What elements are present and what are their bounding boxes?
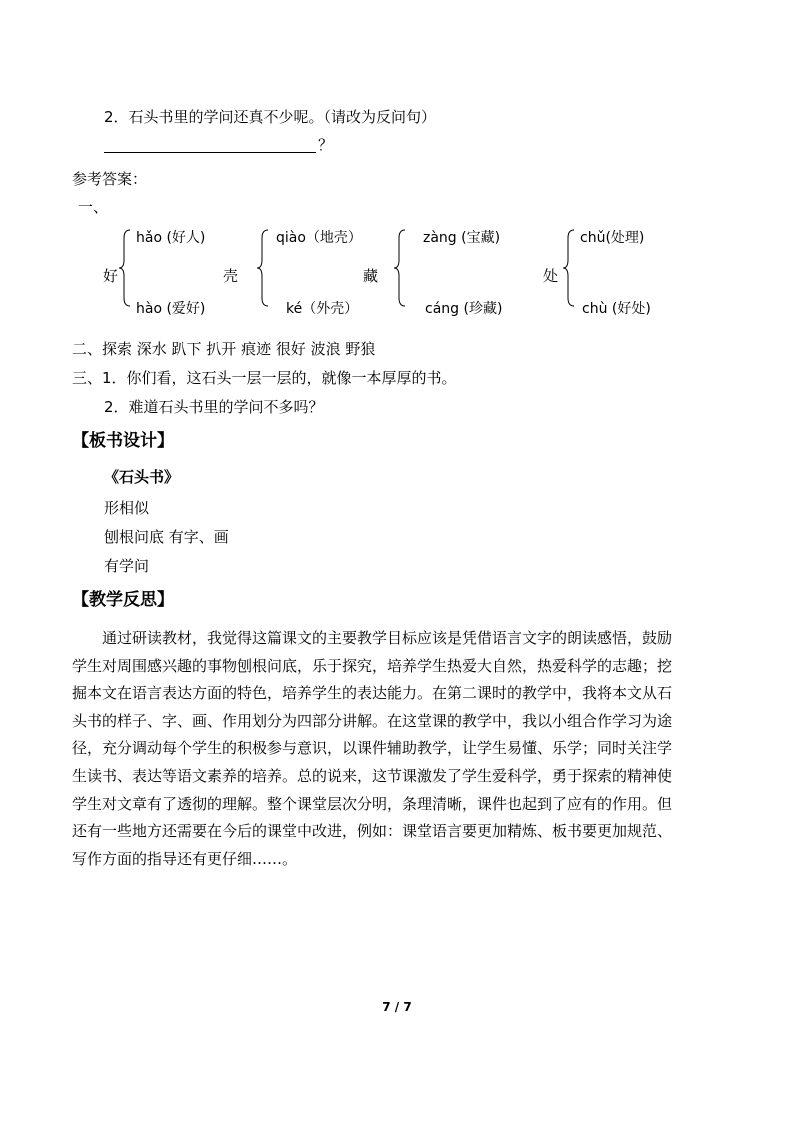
reflection-paragraph bbox=[72, 625, 742, 873]
reflection-line: 通过研读教材，我觉得这篇课文的主要教学目标应该是凭借语言文字的朗读感悟，鼓励 bbox=[102, 629, 673, 647]
reflection-line: 学生对文章有了透彻的理解。整个课堂层次分明，条理清晰，课件也起到了应有的作用。但 bbox=[72, 794, 673, 813]
polyphone-char: 藏 bbox=[363, 267, 379, 285]
reflection-line: 生读书、表达等语文素养的培养。总的说来，这节课激发了学生爱科学，勇于探索的精神使 bbox=[72, 766, 673, 785]
board-design-line: 有学问 bbox=[104, 557, 150, 575]
pinyin-bottom: ké（外壳） bbox=[286, 301, 359, 317]
page-number: 7 / 7 bbox=[382, 1000, 412, 1014]
brace-icon bbox=[256, 228, 270, 308]
polyphone-char: 好 bbox=[103, 267, 119, 285]
reflection-heading: 【教学反思】 bbox=[72, 590, 174, 610]
answer-blank-line bbox=[104, 152, 316, 153]
pinyin-top: zàng (宝藏) bbox=[423, 230, 501, 246]
pinyin-bottom: chù (好处) bbox=[582, 301, 651, 317]
reflection-line: 掘本文在语言表达方面的特色，培养学生的表达能力。在第二课时的教学中，我将本文从石 bbox=[72, 684, 673, 703]
answers-label: 参考答案： bbox=[72, 170, 148, 188]
polyphone-char: 处 bbox=[543, 267, 559, 285]
polyphone-char: 壳 bbox=[223, 267, 239, 285]
brace-icon bbox=[393, 228, 407, 308]
question-2: 2．石头书里的学问还真不少呢。（请改为反问句） bbox=[104, 108, 437, 126]
reflection-line: 头书的样子、字、画、作用划分为四部分讲解。在这堂课的教学中，我以小组合作学习为途 bbox=[72, 711, 673, 730]
section-2-answers: 二、探索 深水 趴下 扒开 痕迹 很好 波浪 野狼 bbox=[72, 340, 376, 358]
section-3-answer-1: 三、1．你们看，这石头一层一层的，就像一本厚厚的书。 bbox=[72, 369, 457, 387]
section-1-label: 一、 bbox=[78, 198, 109, 216]
pinyin-top: chǔ(处理) bbox=[580, 230, 645, 246]
brace-icon bbox=[562, 228, 576, 308]
board-design-line: 刨根问底 有字、画 bbox=[104, 528, 229, 546]
reflection-line: 写作方面的指导还有更仔细……。 bbox=[72, 849, 298, 868]
pinyin-top: qiào（地壳） bbox=[276, 230, 362, 246]
board-design-heading: 【板书设计】 bbox=[72, 431, 174, 451]
reflection-line: 学生对周围感兴趣的事物刨根问底，乐于探究，培养学生热爱大自然，热爱科学的志趣；挖 bbox=[72, 656, 673, 675]
question-mark: ？ bbox=[318, 136, 334, 154]
board-design-title: 《石头书》 bbox=[104, 468, 180, 486]
board-design-line: 形相似 bbox=[104, 499, 150, 517]
pinyin-bottom: cáng (珍藏) bbox=[425, 301, 503, 317]
pinyin-bottom: hào (爱好) bbox=[136, 301, 206, 317]
reflection-line: 还有一些地方还需要在今后的课堂中改进，例如：课堂语言要更加精炼、板书要更加规范、 bbox=[72, 822, 673, 841]
section-3-answer-2: 2．难道石头书里的学问不多吗？ bbox=[104, 398, 324, 416]
pinyin-top: hǎo (好人) bbox=[136, 230, 206, 246]
reflection-line: 径，充分调动每个学生的积极参与意识，以课件辅助教学，让学生易懂、乐学；同时关注学 bbox=[72, 739, 673, 758]
brace-icon bbox=[118, 228, 132, 308]
